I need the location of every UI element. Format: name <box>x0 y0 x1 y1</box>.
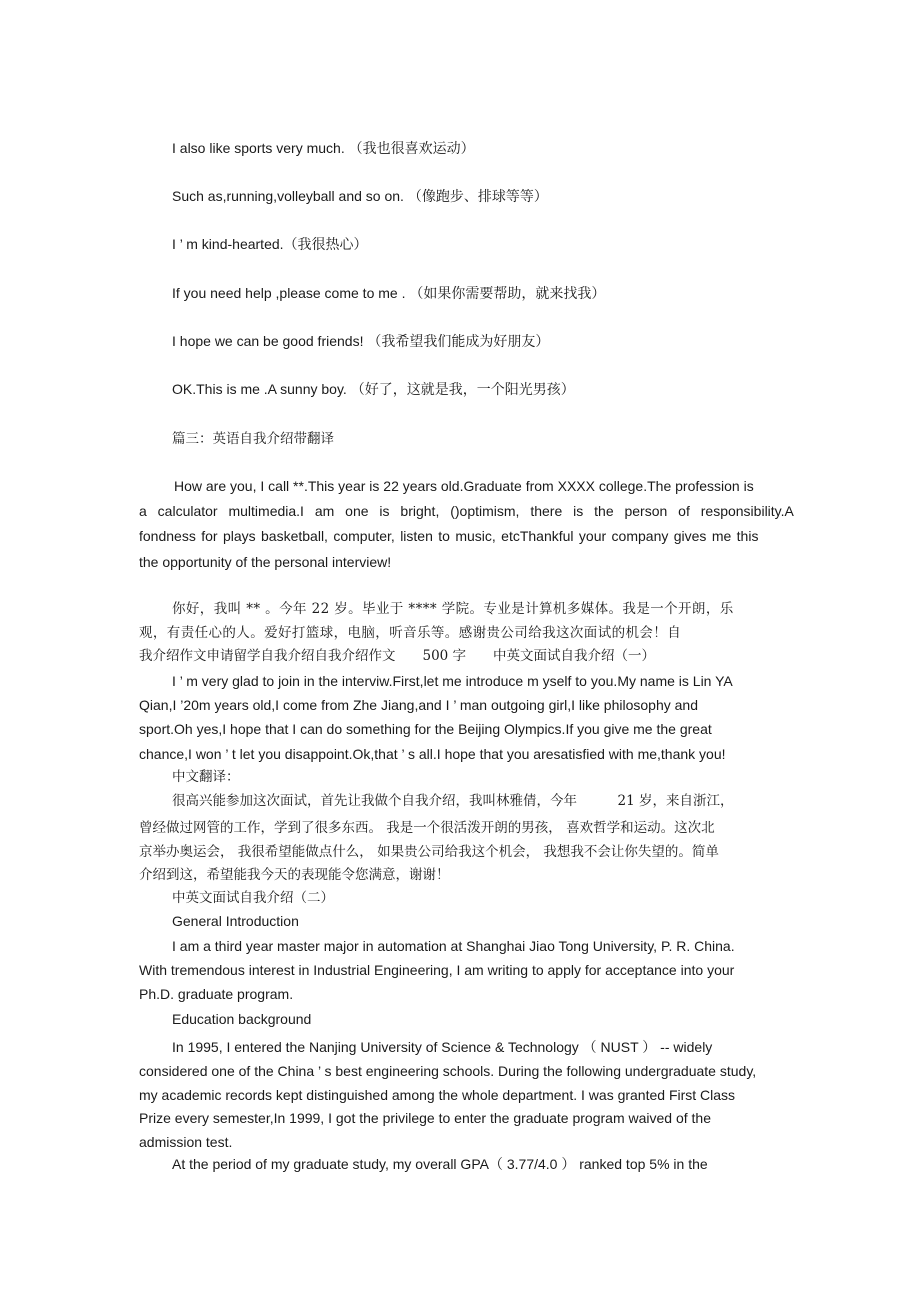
paragraph-line: 曾经做过网管的工作，学到了很多东西。 我是一个很活泼开朗的男孩， 喜欢哲学和运动。这次北 <box>139 820 715 836</box>
paragraph-line: Ph.D. graduate program. <box>139 986 294 1002</box>
paragraph-line: In 1995, I entered the Nanjing University of Science & Technology （ NUST ） -- widely <box>172 1039 713 1055</box>
paragraph-line: chance,I won ’ t let you disappoint.Ok,that ’ s all.I hope that you aresatisfied with me,thank you! <box>139 746 726 762</box>
section-heading: 中英文面试自我介绍（二） <box>172 890 334 906</box>
paragraph-line: 你好，我叫 ** 。今年 22 岁。毕业于 **** 学院。专业是计算机多媒体。我是一个开朗，乐 <box>172 601 734 617</box>
text-line: Such as,running,volleyball and so on. （像跑步、排球等等） <box>172 188 548 204</box>
text-line: I hope we can be good friends! （我希望我们能成为好朋友） <box>172 333 550 349</box>
paragraph-line: sport.Oh yes,I hope that I can do something for the Beijing Olympics.If you give me the great <box>139 721 712 737</box>
paragraph-line: my academic records kept distinguished among the whole department. I was granted First Class <box>139 1087 736 1103</box>
text-line: OK.This is me .A sunny boy. （好了，这就是我，一个阳光男孩） <box>172 381 575 397</box>
paragraph-line: a calculator multimedia.I am one is bright, ()optimism, there is the person of responsibility.A <box>139 503 794 519</box>
paragraph-line: 观，有责任心的人。爱好打篮球，电脑，听音乐等。感谢贵公司给我这次面试的机会！自 <box>139 625 682 641</box>
paragraph-line: 介绍到这，希望能我今天的表现能令您满意，谢谢！ <box>139 867 450 883</box>
paragraph-line: admission test. <box>139 1134 233 1150</box>
text-line: If you need help ,please come to me . （如果你需要帮助，就来找我） <box>172 285 606 301</box>
paragraph-line: Qian,I ’20m years old,I come from Zhe Jiang,and I ’ man outgoing girl,I like philosophy and <box>139 697 698 713</box>
translation-label: 中文翻译： <box>172 769 240 785</box>
subheading: Education background <box>172 1011 312 1027</box>
paragraph-line: With tremendous interest in Industrial Engineering, I am writing to apply for acceptance into your <box>139 962 735 978</box>
paragraph-line: 我介绍作文申请留学自我介绍自我介绍作文 500 字 中英文面试自我介绍（一） <box>139 648 656 664</box>
paragraph-line: How are you, I call **.This year is 22 years old.Graduate from XXXX college.The profession is <box>174 478 754 494</box>
paragraph-line: fondness for plays basketball, computer, listen to music, etcThankful your company gives me this <box>139 528 759 544</box>
paragraph-line: considered one of the China ’ s best engineering schools. During the following undergraduate study, <box>139 1063 757 1079</box>
paragraph-line: I am a third year master major in automation at Shanghai Jiao Tong University, P. R. China. <box>172 938 735 954</box>
text-line: I also like sports very much. （我也很喜欢运动） <box>172 140 475 156</box>
paragraph-line: 京举办奥运会， 我很希望能做点什么， 如果贵公司给我这个机会， 我想我不会让你失望的。简单 <box>139 844 719 860</box>
paragraph-line: the opportunity of the personal interview! <box>139 554 392 570</box>
paragraph-line: At the period of my graduate study, my overall GPA（ 3.77/4.0 ） ranked top 5% in the <box>172 1156 708 1172</box>
paragraph-line: 很高兴能参加这次面试，首先让我做个自我介绍，我叫林雅倩，今年 21 岁，来自浙江， <box>172 793 734 809</box>
paragraph-line: Prize every semester,In 1999, I got the privilege to enter the graduate program waived of the <box>139 1110 711 1126</box>
text-line: I ’ m kind-hearted.（我很热心） <box>172 236 368 252</box>
section-heading: 篇三：英语自我介绍带翻译 <box>172 431 334 447</box>
subheading: General Introduction <box>172 913 299 929</box>
paragraph-line: I ’ m very glad to join in the interviw.First,let me introduce m yself to you.My name is Lin YA <box>172 673 733 689</box>
